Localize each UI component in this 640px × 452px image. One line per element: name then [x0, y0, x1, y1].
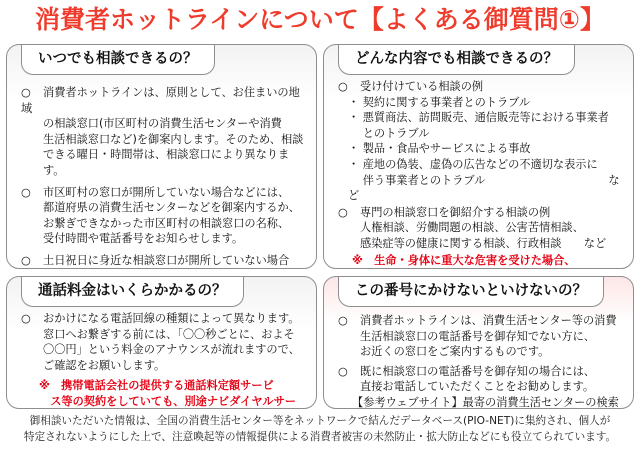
- list-item: とのトラブル: [348, 126, 430, 140]
- list-item: 伴う事業者とのトラブル など: [348, 173, 620, 203]
- faq-item: [21, 253, 308, 269]
- circle-bullet-icon: ○: [21, 86, 31, 99]
- text-line: 都道府県の消費生活センターなどを御案内するか、: [43, 201, 300, 215]
- circle-bullet-icon: ○: [338, 80, 348, 93]
- faq-panel-anytime: [6, 44, 317, 269]
- text-line: 消費者ホットラインは、原則として、お住まいの地域: [21, 86, 300, 115]
- footer-note: [6, 414, 634, 445]
- faq-heading-anytime: いつでも相談できるの？: [21, 44, 215, 75]
- text-line: ご確認をお願いします。: [43, 358, 166, 372]
- text-line: お近くの窓口をご案内するものです。: [360, 345, 550, 359]
- text-line: 市区町村の窓口が開所していない場合などには、: [43, 185, 290, 199]
- faq-item: [338, 313, 625, 360]
- faq-item: [21, 311, 308, 373]
- example-list: [338, 95, 625, 204]
- emergency-warning: [338, 253, 625, 269]
- footer-line: 御相談いただいた情報は、全国の消費生活センター等をネットワークで結んだデータベース(PIO-NET)に集約され、個人が: [29, 415, 611, 427]
- faq-body-content: [338, 79, 625, 269]
- faq-panel-number: [323, 276, 634, 409]
- circle-bullet-icon: ○: [21, 185, 31, 199]
- text-line: 専門の相談窓口を御紹介する相談の例: [360, 205, 551, 219]
- faq-item: [21, 185, 308, 247]
- warning-line: ※ 生命・身体に重大な危害を受けた場合、: [352, 253, 576, 267]
- circle-bullet-icon: ○: [338, 205, 348, 219]
- warning-line: ※ 携帯電話会社の提供する通話料定額サービ: [39, 379, 274, 393]
- circle-bullet-icon: ○: [21, 253, 31, 267]
- warning-line: ス等の契約をしていても、別途ナビダイヤルサー: [39, 394, 296, 408]
- faq-item: [338, 205, 625, 252]
- list-item: ・ 契約に関する事業者とのトラブル: [348, 95, 531, 109]
- faq-body-number: [338, 313, 625, 409]
- faq-panel-content: [323, 44, 634, 269]
- list-item: ・ 産地の偽装、虚偽の広告などの不適切な表示に: [348, 157, 598, 171]
- faq-heading-content: どんな内容でも相談できるの？: [338, 44, 575, 75]
- circle-bullet-icon: ○: [21, 312, 31, 325]
- faq-panel-fee: [6, 276, 317, 409]
- text-line: 受付時間や電話番号をお知らせします。: [43, 232, 244, 246]
- text-line: 消費者ホットラインは、消費生活センター等の消費: [360, 314, 617, 327]
- text-line: 既に相談窓口の電話番号を御存知の場合には、: [360, 364, 595, 378]
- text-line: 人権相談、労働問題の相談、公害苦情相談、: [360, 221, 584, 235]
- text-line: できる曜日・時間帯は、相談窓口により異なります。: [43, 148, 290, 177]
- circle-bullet-icon: ○: [338, 314, 348, 327]
- faq-heading-number: この番号にかけないといけないの？: [338, 276, 604, 307]
- reference-website-label: 【参考ウェブサイト】最寄の消費生活センターの検索: [352, 395, 619, 409]
- text-line: おかけになる電話回線の種類によって異なります。: [43, 312, 300, 325]
- text-line: 窓口へお繋ぎする前には、「〇〇秒ごとに、およそ: [43, 327, 295, 341]
- list-item: ・ 製品・食品やサービスによる事故: [348, 142, 531, 156]
- faq-item: [338, 79, 625, 204]
- faq-body-anytime: [21, 85, 308, 269]
- text-line: お繋ぎできなかった市区町村の相談窓口の名称、: [43, 216, 290, 230]
- warning-line: [352, 268, 625, 269]
- footer-line: 特定されないようにした上で、注意喚起等の情報提供による消費者被害の未然防止・拡大防止などにも役立てられています。: [23, 430, 617, 443]
- text-line: 直接お電話していただくことをお勧めします。: [360, 380, 595, 394]
- text-line: 〇〇円」という料金のアナウンスが流れますので、: [43, 343, 300, 357]
- faq-item: [21, 85, 308, 179]
- list-item: ・ 悪質商法、訪問販売、通信販売等における事業者: [348, 111, 609, 125]
- faq-item: [338, 364, 625, 395]
- text-line: 感染症等の健康に関する相談、行政相談 など: [360, 236, 607, 250]
- text-line: の相談窓口(市区町村の消費生活センターや消費: [43, 117, 282, 131]
- fee-warning: [21, 378, 308, 409]
- faq-body-fee: [21, 311, 308, 409]
- circle-bullet-icon: ○: [338, 364, 348, 378]
- page-title: 消費者ホットラインについて【よくある御質問①】: [35, 5, 605, 34]
- text-line: 土日祝日に身近な相談窓口が開所していない場合: [43, 253, 290, 267]
- text-line: 生活相談窓口の電話番号を御存知でない方に、: [360, 329, 595, 343]
- text-line: 生活相談窓口など)を御案内します。そのため、相談: [43, 132, 304, 146]
- faq-heading-fee: 通話料金はいくらかかるの？: [21, 276, 244, 307]
- text-line: 受け付けている相談の例: [360, 80, 484, 93]
